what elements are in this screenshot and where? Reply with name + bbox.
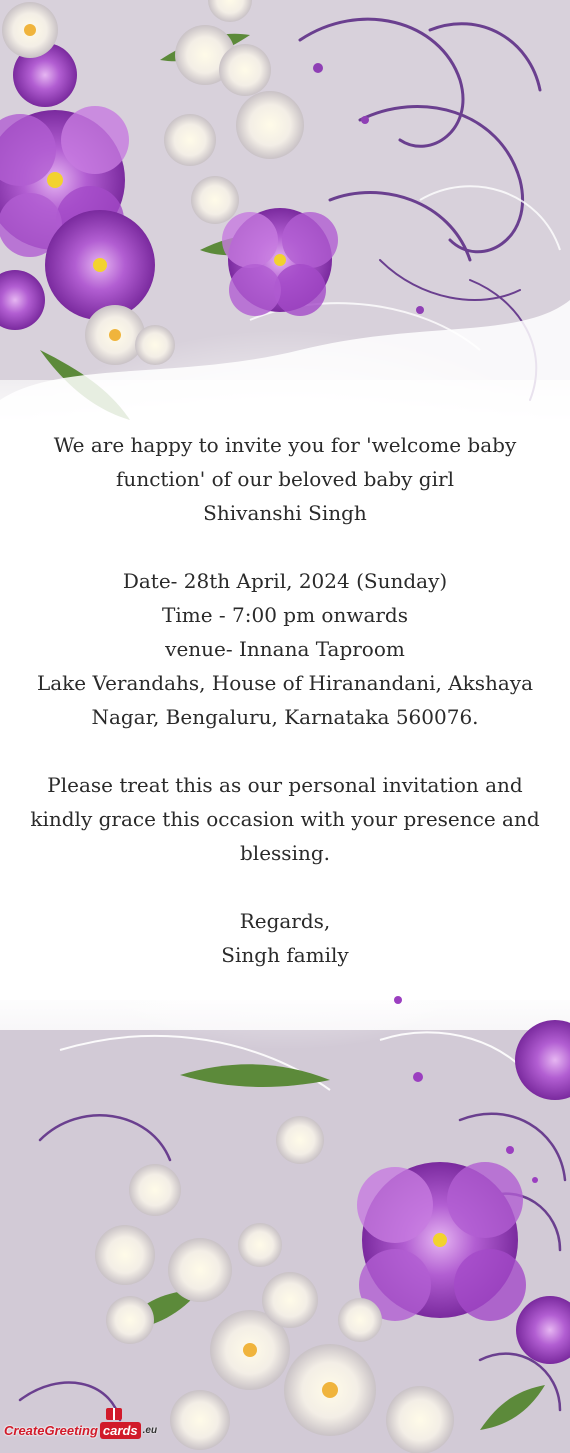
intro-line-1: We are happy to invite you for 'welcome baby	[53, 433, 517, 457]
closing-line-1: Please treat this as our personal invitation and	[47, 773, 523, 797]
spacer	[20, 530, 550, 564]
top-purple-flower-mid	[45, 210, 155, 320]
event-date: Date- 28th April, 2024 (Sunday)	[122, 569, 448, 593]
closing-line-2: kindly grace this occasion with your presence and	[30, 807, 540, 831]
address-line-1: Lake Verandahs, House of Hiranandani, Akshaya	[36, 671, 534, 695]
gift-icon	[106, 1408, 122, 1420]
logo-suffix: .eu	[142, 1424, 158, 1436]
site-logo[interactable]	[4, 1412, 157, 1448]
logo-box-text: cards	[102, 1422, 138, 1438]
spacer	[20, 734, 550, 768]
top-purple-flower-right	[222, 208, 338, 316]
event-time: Time - 7:00 pm onwards	[162, 603, 408, 627]
closing-line-3: blessing.	[240, 841, 330, 865]
bottom-purple-flower-large	[357, 1162, 526, 1321]
logo-cards-box	[100, 1422, 141, 1439]
intro-line-2: function' of our beloved baby girl	[116, 467, 454, 491]
logo-text: CreateGreeting	[4, 1422, 98, 1438]
signature: Singh family	[221, 943, 349, 967]
baby-name: Shivanshi Singh	[203, 501, 367, 525]
event-venue: venue- Innana Taproom	[165, 637, 405, 661]
address-line-2: Nagar, Bengaluru, Karnataka 560076.	[91, 705, 479, 729]
spacer	[20, 870, 550, 904]
regards: Regards,	[239, 909, 331, 933]
invitation-message	[20, 428, 550, 972]
